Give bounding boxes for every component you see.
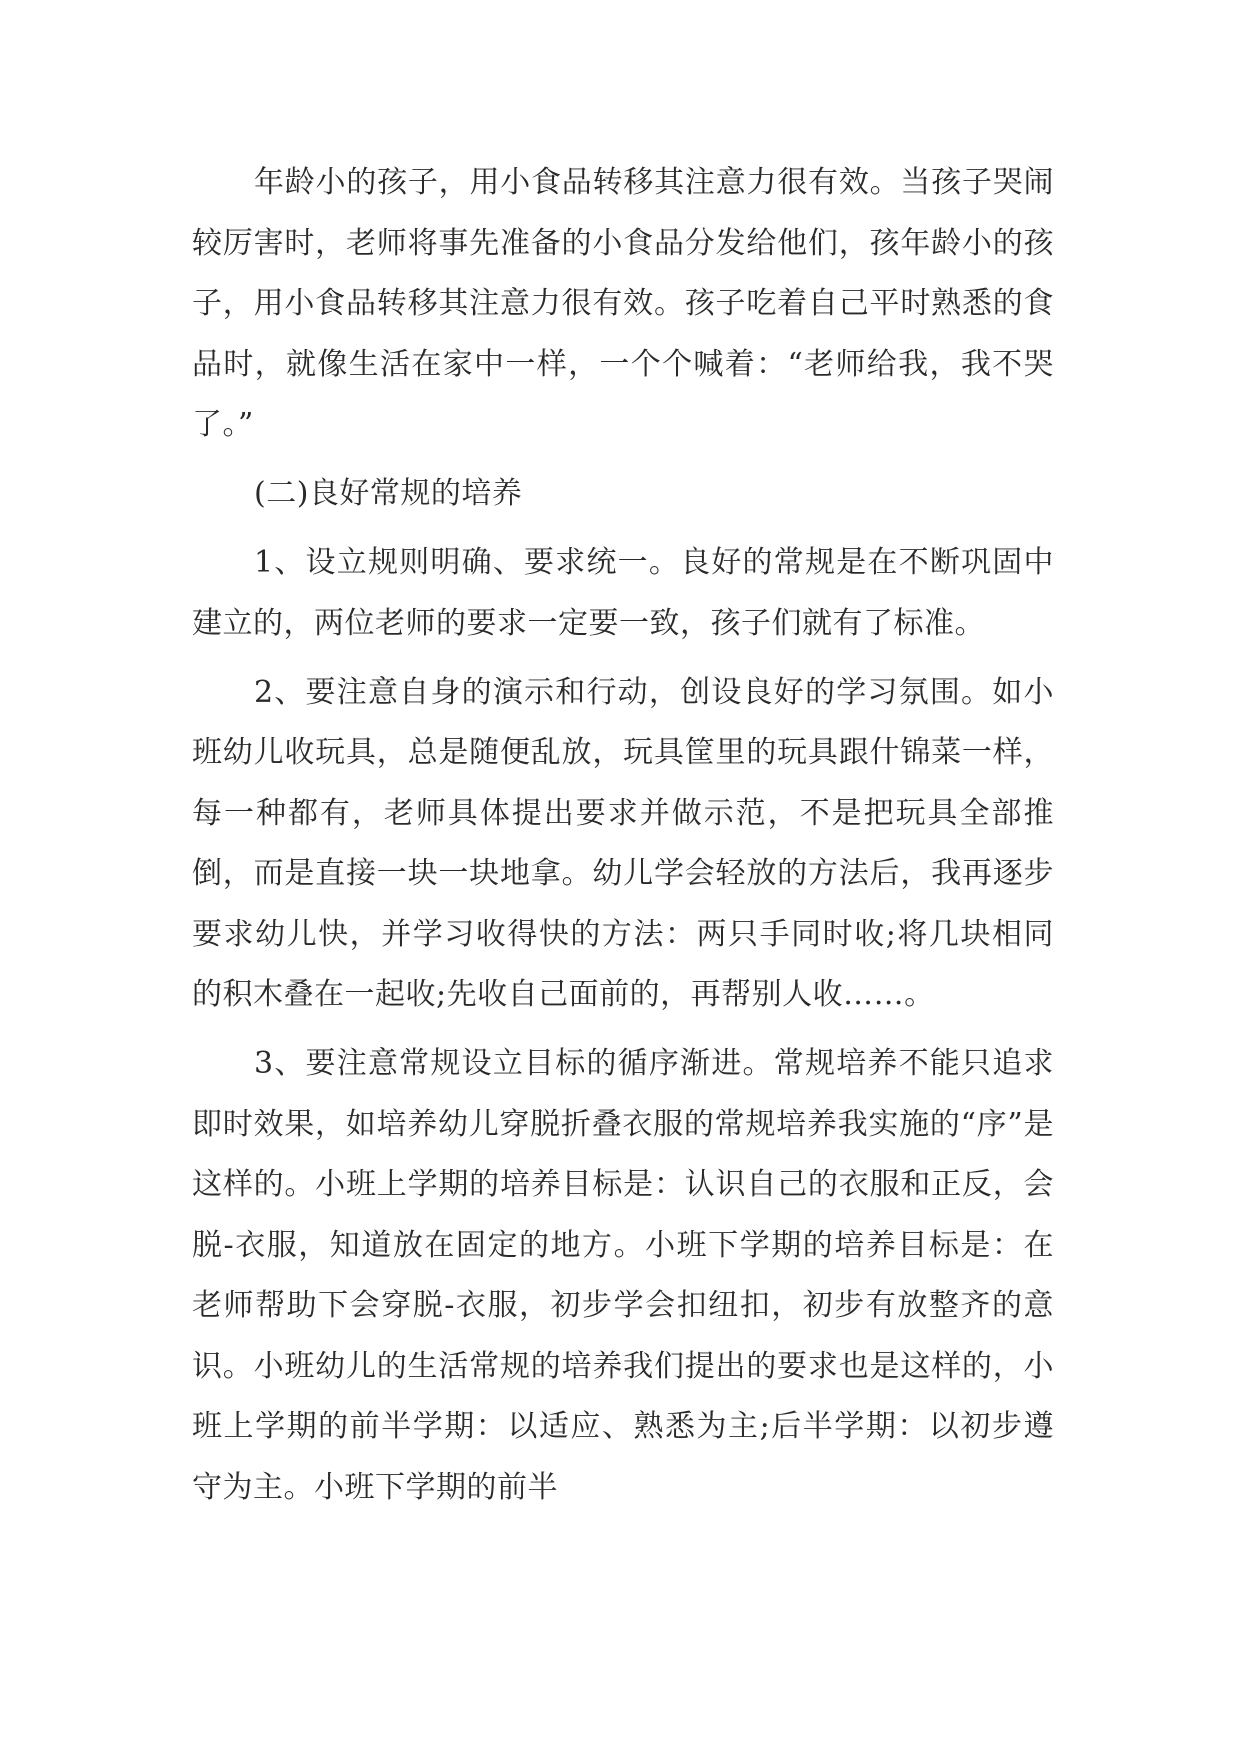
paragraph-rules-unified: 1、设立规则明确、要求统一。良好的常规是在不断巩固中建立的，两位老师的要求一定要一致，孩子们就有了标准。 xyxy=(192,545,1054,641)
paragraph-demonstration: 2、要注意自身的演示和行动，创设良好的学习氛围。如小班幼儿收玩具，总是随便乱放，玩具筐里的玩具跟什锦菜一样，每一种都有，老师具体提出要求并做示范，不是把玩具全部推倒，而是直接一块一块地拿。幼儿学会轻放的方法后，我再逐步要求幼儿快，并学习收得快的方法：两只手同时收;将几块相同的积木叠在一起收;先收自己面前的，再帮别人收……。 xyxy=(192,674,1054,1012)
paragraph-gradual-goals: 3、要注意常规设立目标的循序渐进。常规培养不能只追求即时效果，如培养幼儿穿脱折叠衣服的常规培养我实施的“序”是这样的。小班上学期的培养目标是：认识自己的衣服和正反，会脱-衣服，知道放在固定的地方。小班下学期的培养目标是：在老师帮助下会穿脱-衣服，初步学会扣纽扣，初步有放整齐的意识。小班幼儿的生活常规的培养我们提出的要求也是这样的，小班上学期的前半学期：以适应、熟悉为主;后半学期：以初步遵守为主。小班下学期的前半 xyxy=(192,1046,1054,1505)
section-heading-routine: (二)良好常规的培养 xyxy=(254,476,523,511)
body-text xyxy=(192,153,1054,1527)
paragraph-snack-distraction: 年龄小的孩子，用小食品转移其注意力很有效。当孩子哭闹较厉害时，老师将事先准备的小食品分发给他们，孩年龄小的孩子，用小食品转移其注意力很有效。孩子吃着自己平时熟悉的食品时，就像生活在家中一样，一个个喊着：“老师给我，我不哭了。” xyxy=(192,165,1054,442)
